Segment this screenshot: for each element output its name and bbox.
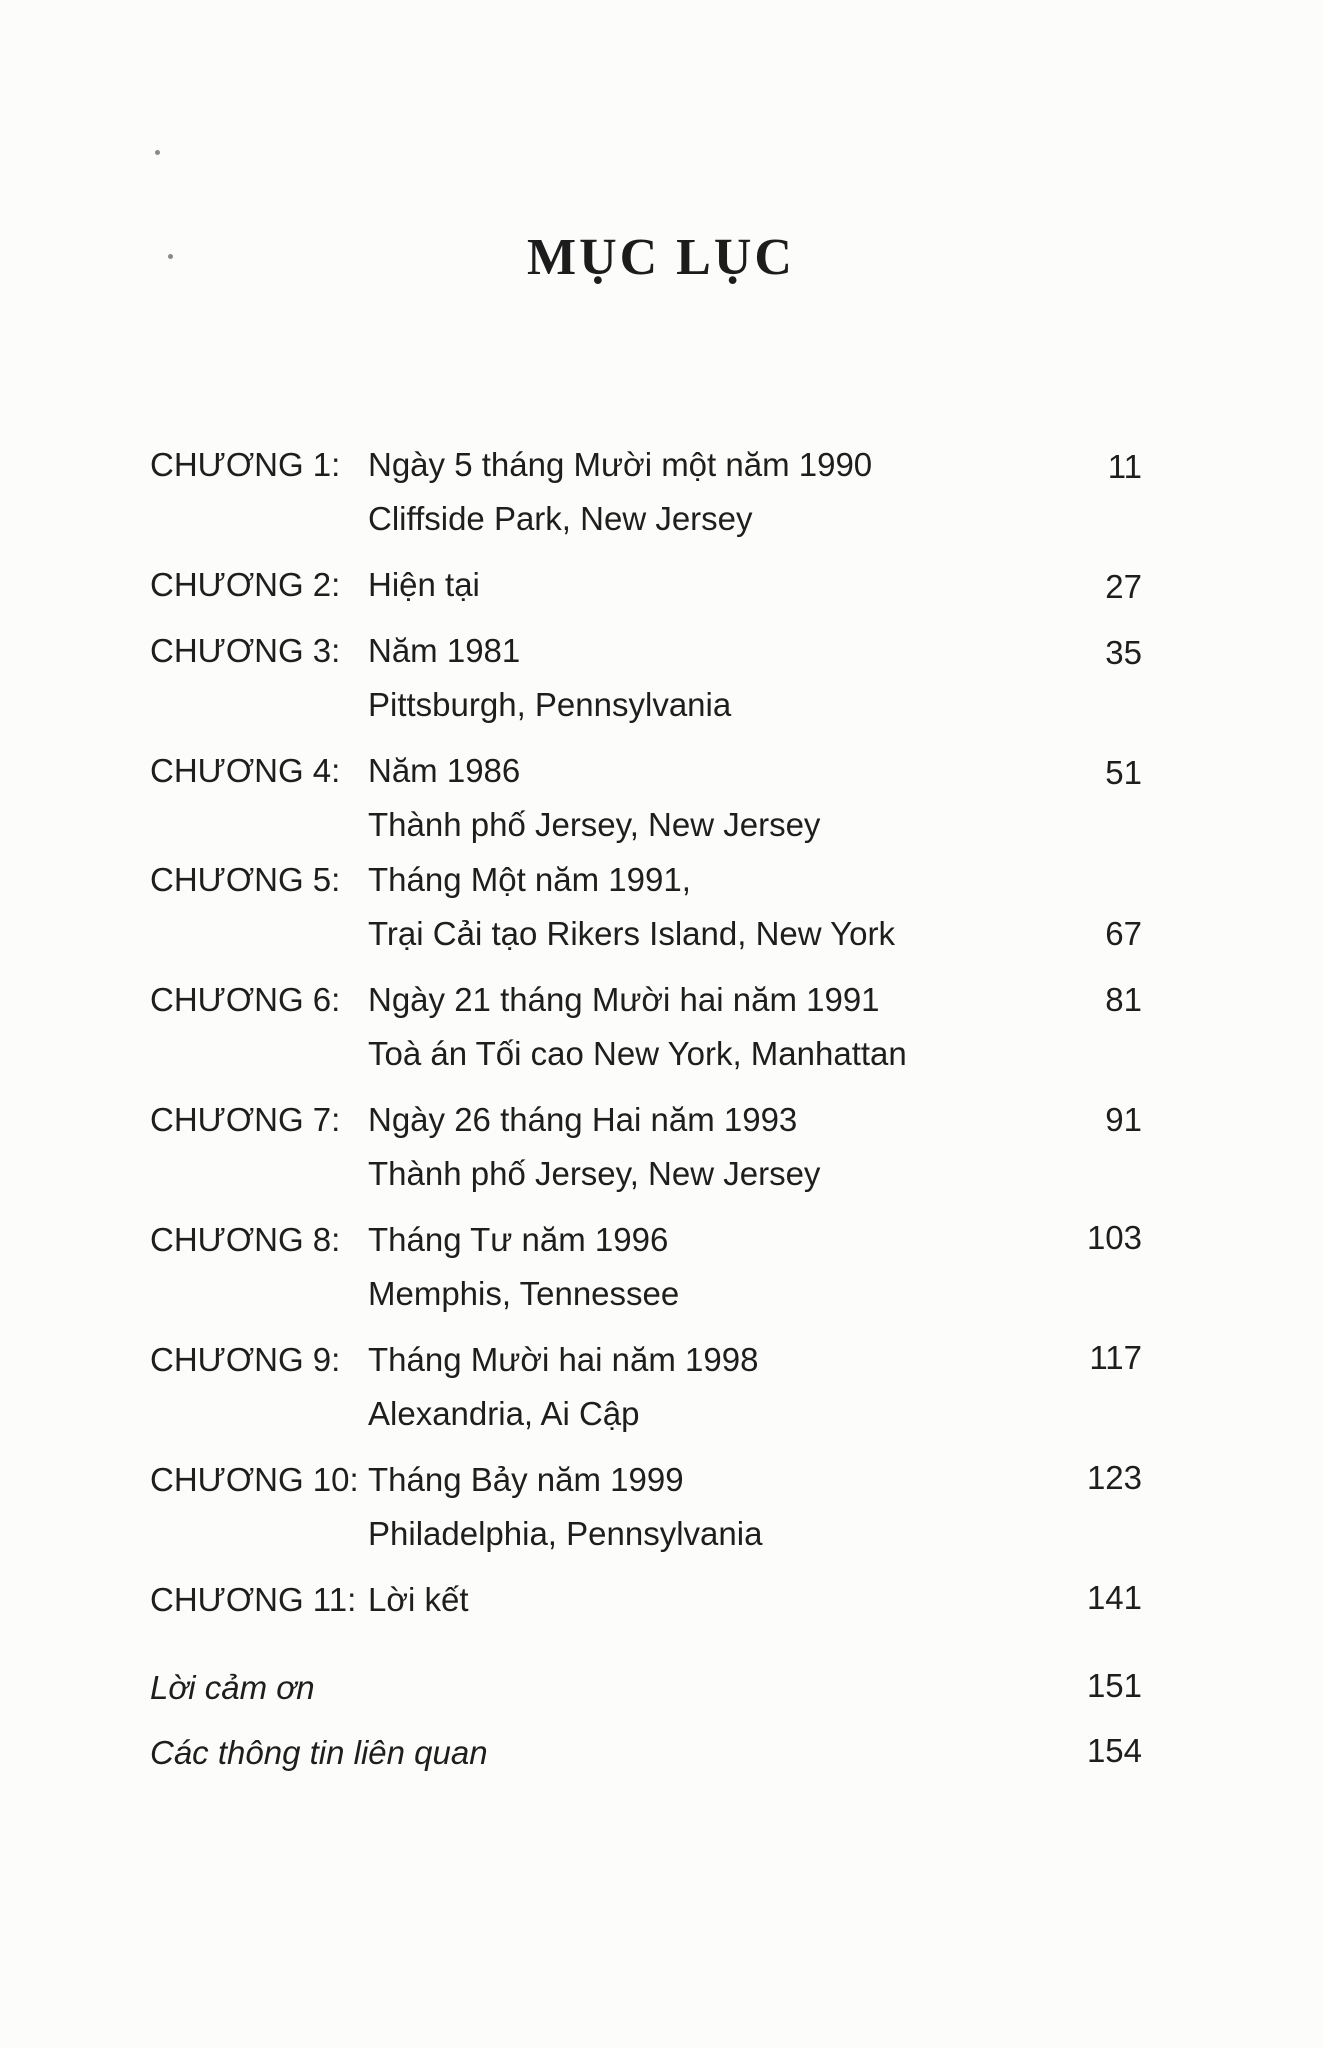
chapter-page-number: 91 [1105,1101,1142,1138]
chapter-title: Tháng Mười hai năm 1998 [368,1341,759,1378]
chapter-page-number: 81 [1105,981,1142,1018]
chapter-label: CHƯƠNG 1: [150,446,341,483]
chapter-subtitle: Cliffside Park, New Jersey [368,500,753,537]
chapter-page-number: 103 [1086,1219,1142,1256]
chapter-label: CHƯƠNG 10: [150,1461,359,1498]
chapter-page-number: 123 [1086,1459,1142,1496]
chapter-subtitle: Philadelphia, Pennsylvania [368,1515,763,1552]
chapter-subtitle: Pittsburgh, Pennsylvania [368,686,732,723]
chapter-subtitle: Thành phố Jersey, New Jersey [368,1155,821,1192]
chapter-title: Hiện tại [368,566,480,603]
chapter-label: CHƯƠNG 3: [150,632,341,669]
chapter-page-number: 27 [1105,568,1142,605]
chapter-title: Ngày 21 tháng Mười hai năm 1991 [368,981,880,1018]
chapter-title: Lời kết [368,1581,469,1618]
chapter-page-number: 67 [1105,915,1142,952]
chapter-title: Ngày 26 tháng Hai năm 1993 [368,1101,798,1138]
chapter-subtitle: Thành phố Jersey, New Jersey [368,806,821,843]
chapter-title: Tháng Một năm 1991, [368,861,691,898]
chapter-label: CHƯƠNG 2: [150,566,341,603]
chapter-title: Ngày 5 tháng Mười một năm 1990 [368,446,873,483]
chapter-label: CHƯƠNG 7: [150,1101,341,1138]
related-info-entry: Các thông tin liên quan [150,1734,488,1771]
chapter-subtitle: Memphis, Tennessee [368,1275,680,1312]
chapter-subtitle: Trại Cải tạo Rikers Island, New York [368,915,895,952]
chapter-title: Năm 1986 [368,752,521,789]
chapter-label: CHƯƠNG 6: [150,981,341,1018]
chapter-title: Tháng Bảy năm 1999 [368,1461,684,1498]
extra-page-number: 154 [1086,1732,1142,1769]
chapter-subtitle: Alexandria, Ai Cập [368,1395,640,1432]
chapter-label: CHƯƠNG 4: [150,752,341,789]
chapter-page-number: 117 [1089,1339,1142,1376]
chapter-page-number: 11 [1107,448,1142,485]
speck-mark [155,150,160,155]
chapter-label: CHƯƠNG 8: [150,1221,341,1258]
chapter-title: Tháng Tư năm 1996 [368,1221,669,1258]
extra-page-number: 151 [1086,1667,1142,1704]
chapter-page-number: 141 [1086,1579,1142,1616]
chapter-page-number: 35 [1105,634,1142,671]
page-title: MỤC LỤC [527,229,795,286]
acknowledgements-entry: Lời cảm ơn [150,1669,315,1706]
chapter-subtitle: Toà án Tối cao New York, Manhattan [368,1035,907,1072]
chapter-title: Năm 1981 [368,632,521,669]
chapter-label: CHƯƠNG 5: [150,861,341,898]
chapter-label: CHƯƠNG 9: [150,1341,341,1378]
chapter-label: CHƯƠNG 11: [150,1581,357,1618]
chapter-page-number: 51 [1105,754,1142,791]
